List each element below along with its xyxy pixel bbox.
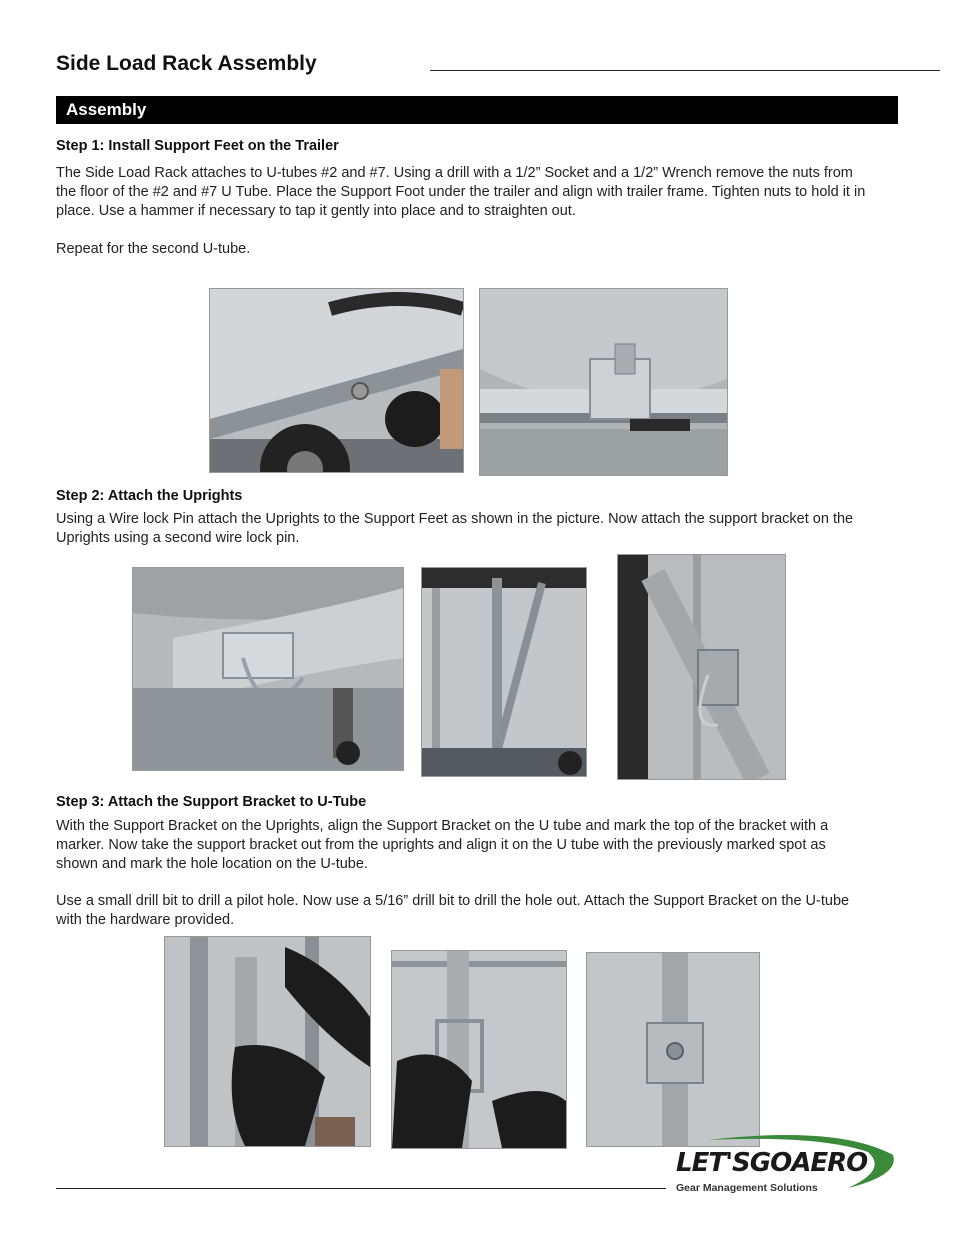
logo-tagline: Gear Management Solutions: [676, 1182, 818, 1194]
photo-step3-aligning-bracket: [391, 950, 567, 1149]
photo-step2-wire-lock-pin: [132, 567, 404, 771]
page-title: Side Load Rack Assembly: [56, 52, 317, 75]
photo-step3-marking-bracket: [164, 936, 371, 1147]
photo-step2-upright-on-trailer: [421, 567, 587, 777]
title-rule: [430, 70, 940, 71]
step-3-paragraph-2: Use a small drill bit to drill a pilot hole. Now use a 5/16” drill bit to drill the hole out. Attach the Support Bracket on the U-tube with the hardware provided.: [56, 893, 850, 928]
step-3-paragraph-1: With the Support Bracket on the Uprights, align the Support Bracket on the U tube and mark the top of the bracket with a marker. Now take the support bracket out from the uprights and align it on the U tube with the previously marked spot as shown and mark the hole location on the U-tube.: [56, 818, 829, 872]
photo-step1-support-foot: [479, 288, 728, 476]
step-3-heading: Step 3: Attach the Support Bracket to U-Tube: [56, 794, 367, 810]
lets-go-aero-logo: [668, 1130, 900, 1198]
photo-step2-support-bracket-pin: [617, 554, 786, 780]
photo-step3-installed-bracket: [586, 952, 760, 1147]
section-bar: [56, 96, 898, 124]
logo-wordmark: LET'SGOAERO: [676, 1148, 868, 1178]
section-label: Assembly: [66, 100, 147, 119]
step-1-heading: Step 1: Install Support Feet on the Trailer: [56, 138, 339, 154]
step-2-heading: Step 2: Attach the Uprights: [56, 488, 243, 504]
step-1-paragraph-2: Repeat for the second U-tube.: [56, 241, 251, 257]
footer-rule: [56, 1188, 666, 1189]
photo-step1-socket-under-trailer: [209, 288, 464, 473]
step-1-paragraph-1: The Side Load Rack attaches to U-tubes #2 and #7. Using a drill with a 1/2” Socket and a 1/2” Wrench remove the nuts from the floor of the #2 and #7 U Tube. Place the Support Foot under the trailer and align with trailer frame. Tighten nuts to hold it in place. Use a hammer if necessary to tap it gently into place and to straighten out.: [56, 165, 866, 219]
step-2-paragraph-1: Using a Wire lock Pin attach the Uprights to the Support Feet as shown in the picture. Now attach the support bracket on the Uprights using a second wire lock pin.: [56, 511, 854, 546]
